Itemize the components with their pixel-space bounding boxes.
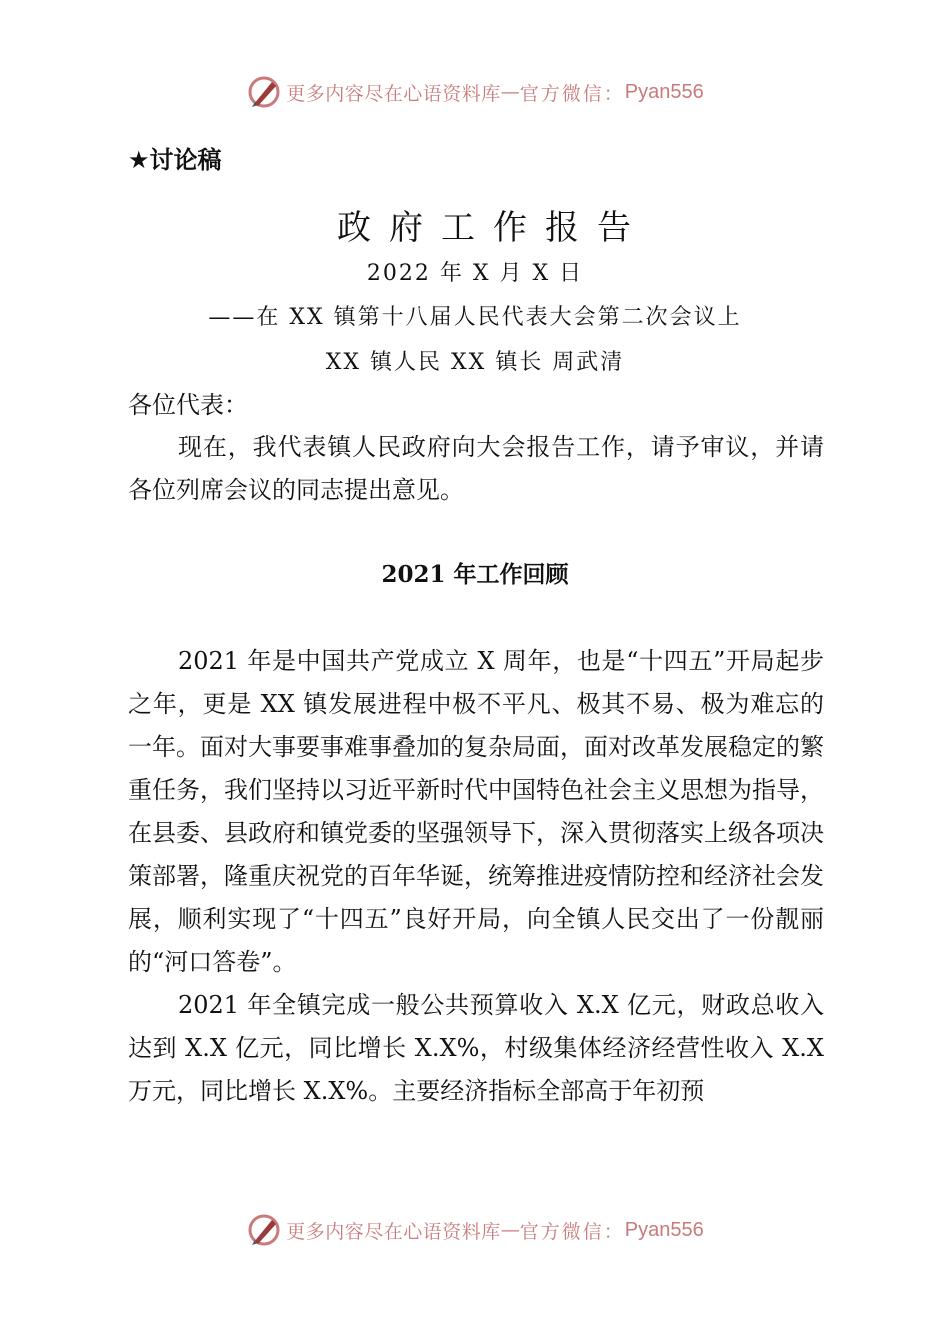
body-paragraph-2: 2021 年全镇完成一般公共预算收入 X.X 亿元，财政总收入达到 X.X 亿元，同比增长 X.X%，村级集体经济经营性收入 X.X 万元，同比增长 X.X%。主要经济指标全部高于年初预	[128, 991, 824, 1105]
watermark-header	[0, 72, 950, 112]
watermark-id: Pyan556	[624, 1218, 704, 1241]
draft-label: ★讨论稿	[128, 146, 222, 174]
page-title: 政府工作报告	[337, 208, 649, 248]
report-author: XX 镇人民 XX 镇长 周武清	[325, 350, 625, 375]
watermark-dash: —	[500, 81, 520, 103]
watermark-id: Pyan556	[624, 80, 704, 103]
body-paragraph-1: 2021 年是中国共产党成立 X 周年，也是“十四五”开局起步之年，更是 XX 镇发展进程中极不平凡、极其不易、极为难忘的一年。面对大事要事难事叠加的复杂局面，面对改革发展稳定的繁重任务，我们坚持以习近平新时代中国特色社会主义思想为指导，在县委、县政府和镇党委的坚强领导下，深入贯彻落实上级各项决策部署，隆重庆祝党的百年华诞，统筹推进疫情防控和经济社会发展，顺利实现了“十四五”良好开局，向全镇人民交出了一份靓丽的“河口答卷”。	[128, 647, 824, 976]
greeting: 各位代表：	[128, 391, 248, 419]
watermark-label: 官方微信：	[519, 1220, 625, 1243]
report-date: 2022 年 X 月 X 日	[366, 261, 584, 286]
intro-paragraph: 现在，我代表镇人民政府向大会报告工作，请予审议，并请各位列席会议的同志提出意见。	[128, 433, 824, 504]
watermark-dash: —	[500, 1219, 520, 1241]
watermark-label: 官方微信：	[519, 82, 625, 105]
watermark-text: 更多内容尽在心语资料库	[286, 82, 501, 105]
pen-logo-icon	[246, 1212, 282, 1248]
report-subtitle: ——在 XX 镇第十八届人民代表大会第二次会议上	[208, 305, 742, 330]
watermark-footer	[0, 1210, 950, 1250]
watermark-text: 更多内容尽在心语资料库	[286, 1220, 501, 1243]
section-heading: 2021 年工作回顾	[381, 561, 569, 588]
pen-logo-icon	[246, 74, 282, 110]
